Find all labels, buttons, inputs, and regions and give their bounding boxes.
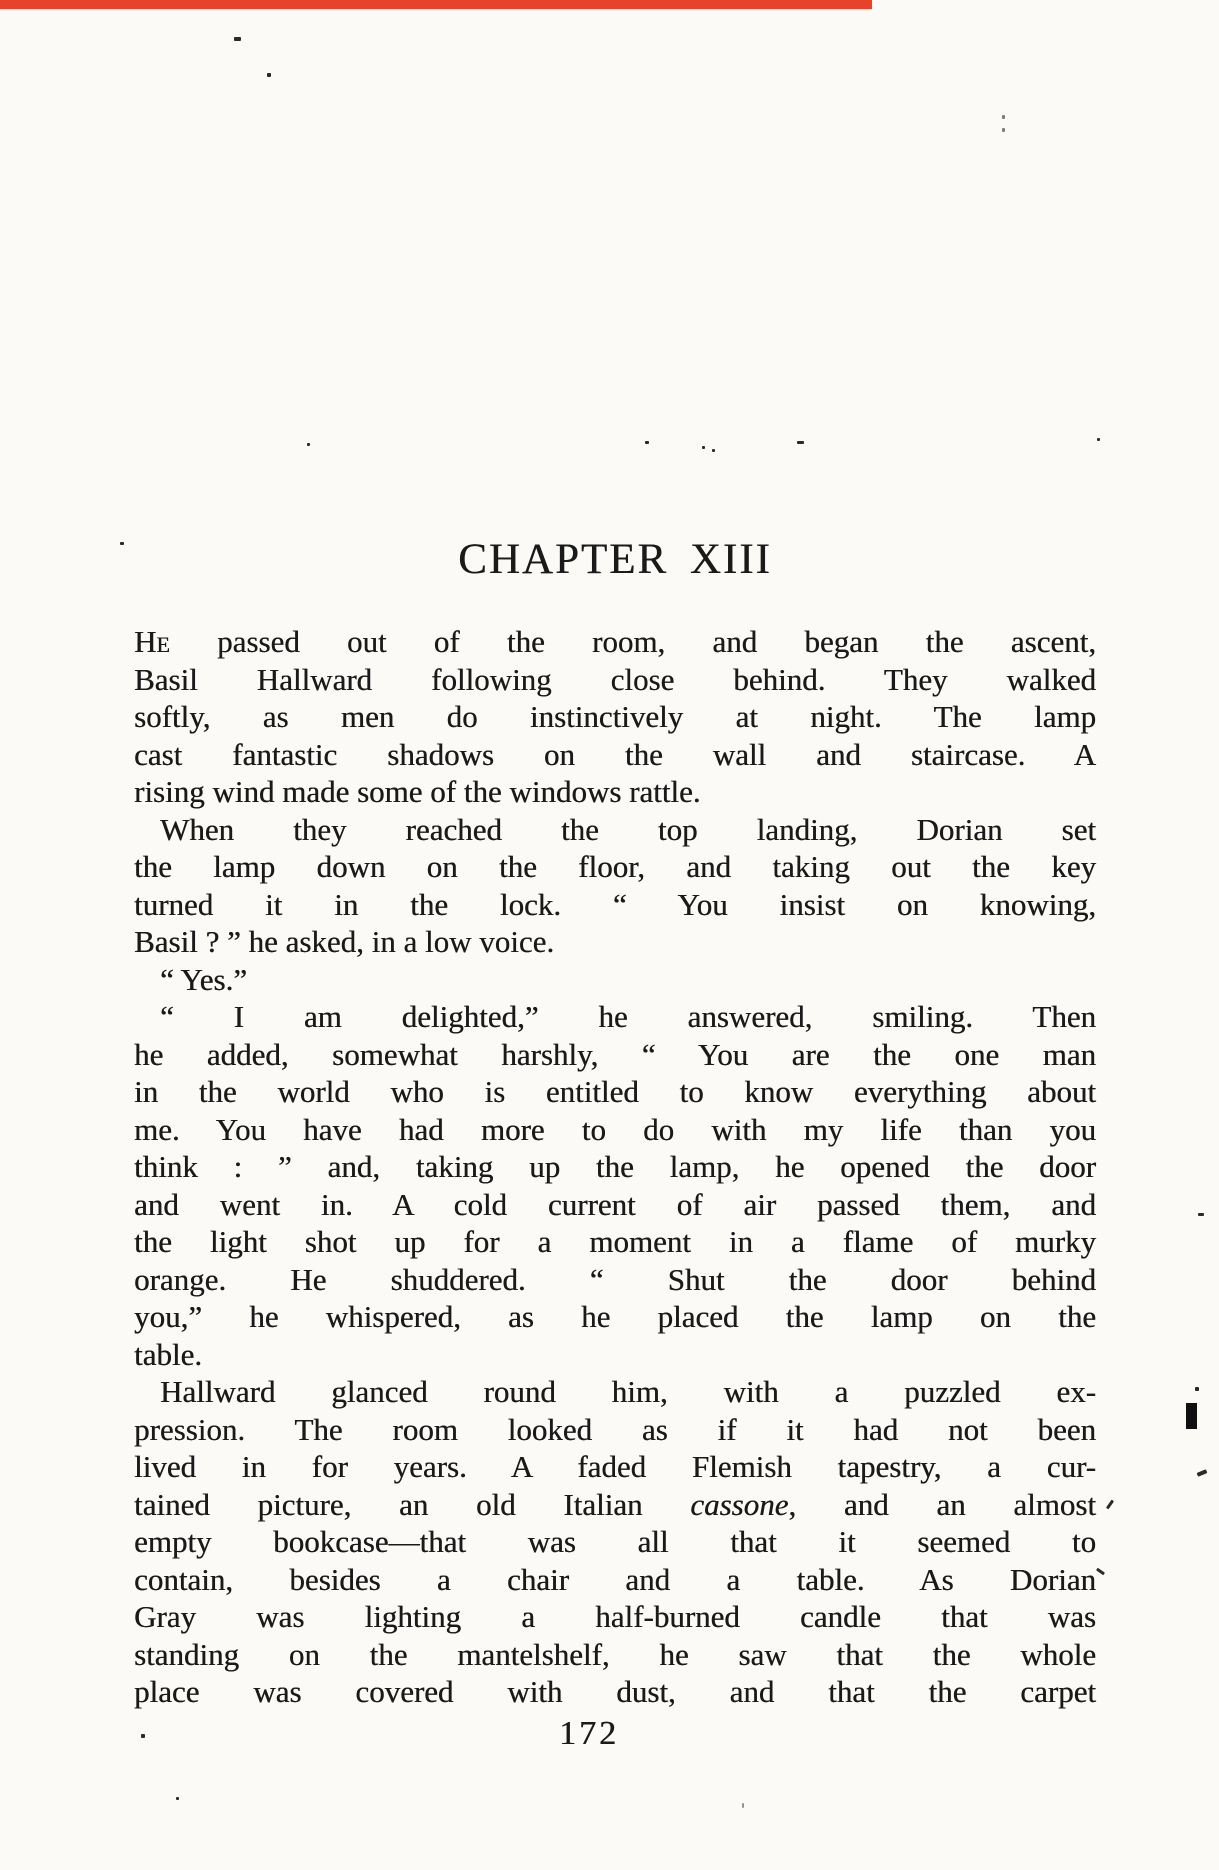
chapter-heading: CHAPTER XIII: [458, 536, 772, 583]
text-line: [134, 961, 1096, 999]
line-text: the lamp down on the floor, and taking out the key: [134, 849, 1096, 884]
line-text: in the world who is entitled to know everything about: [134, 1074, 1096, 1109]
line-text: think : ” and, taking up the lamp, he opened the door: [134, 1149, 1096, 1184]
text-line: [134, 1298, 1096, 1336]
text-line: [134, 698, 1096, 736]
line-text: passed out of the room, and began the ascent,: [169, 624, 1096, 659]
line-text: rising wind made some of the windows rattle.: [134, 774, 701, 809]
text-line: [134, 1261, 1096, 1299]
scan-speck: [120, 542, 124, 545]
text-line: [134, 886, 1096, 924]
line-text: Gray was lighting a half-burned candle that was: [134, 1599, 1096, 1634]
text-line: [134, 1111, 1096, 1149]
text-line: [134, 998, 1096, 1036]
line-text: Hallward glanced round him, with a puzzled ex-: [160, 1374, 1096, 1409]
text-line: [134, 661, 1096, 699]
text-line: [134, 1223, 1096, 1261]
text-line: [134, 1673, 1096, 1711]
line-text: standing on the mantelshelf, he saw that the whole: [134, 1636, 1096, 1672]
text-line: [134, 1636, 1096, 1674]
text-line: [134, 1411, 1096, 1449]
line-text: Basil ? ” he asked, in a low voice.: [134, 924, 555, 959]
scan-speck: [141, 1734, 145, 1738]
italic-term: cassone: [690, 1486, 789, 1522]
scan-edge-stripe: [0, 0, 872, 9]
text-line: [134, 1523, 1096, 1561]
line-text: lived in for years. A faded Flemish tapestry, a cur-: [134, 1449, 1096, 1484]
text-line: [134, 1486, 1096, 1524]
line-text: table.: [134, 1336, 202, 1372]
scan-speck: [742, 1803, 744, 1808]
text-line: [134, 773, 1096, 811]
text-line: [134, 623, 1096, 661]
scan-speck: [645, 441, 649, 444]
text-line: [134, 1186, 1096, 1224]
line-text: contain, besides a chair and a table. As Dorian: [134, 1561, 1096, 1597]
scan-speck: [1097, 438, 1100, 441]
scan-speck: [267, 73, 271, 77]
line-text: pression. The room looked as if it had not been: [134, 1411, 1096, 1447]
chapter-lead-word: He: [134, 624, 170, 659]
scan-speck: [1096, 1568, 1105, 1576]
text-line: [134, 1373, 1096, 1411]
text-block: [134, 623, 1096, 1711]
scan-speck: [702, 446, 705, 449]
line-text: me. You have had more to do with my life than you: [134, 1111, 1096, 1147]
text-line: [134, 1148, 1096, 1186]
text-line: [134, 1561, 1096, 1599]
text-line: [134, 1336, 1096, 1374]
ink-edge-mark: [1186, 1403, 1197, 1429]
text-line: [134, 923, 1096, 961]
line-text: cast fantastic shadows on the wall and staircase. A: [134, 736, 1096, 772]
text-line: [134, 1036, 1096, 1074]
page-number: 172: [559, 1715, 619, 1752]
scan-speck: [1106, 1500, 1114, 1510]
scan-speck: [176, 1797, 179, 1800]
text-line: [134, 736, 1096, 774]
text-line: [134, 811, 1096, 849]
text-line: [134, 1448, 1096, 1486]
line-text: softly, as men do instinctively at night. The lamp: [134, 699, 1096, 734]
scan-speck: [1002, 128, 1005, 132]
line-text: he added, somewhat harshly, “ You are the one man: [134, 1036, 1096, 1072]
line-text: orange. He shuddered. “ Shut the door behind: [134, 1261, 1096, 1297]
text-line: [134, 1073, 1096, 1111]
line-text: and went in. A cold current of air passed them, and: [134, 1186, 1096, 1222]
scan-speck: [1195, 1387, 1199, 1391]
text-line: [134, 1598, 1096, 1636]
line-text: “ Yes.”: [160, 961, 247, 997]
line-text: the light shot up for a moment in a flame of murky: [134, 1224, 1096, 1259]
scan-speck: [797, 441, 804, 444]
line-text: , and an almost: [788, 1486, 1096, 1522]
text-line: [134, 848, 1096, 886]
line-text: When they reached the top landing, Dorian set: [160, 811, 1096, 847]
line-text: Basil Hallward following close behind. They walked: [134, 661, 1096, 697]
scan-speck: [234, 37, 241, 41]
scan-speck: [712, 449, 715, 452]
line-text: you,” he whispered, as he placed the lamp on the: [134, 1299, 1096, 1334]
scan-speck: [1197, 1469, 1208, 1476]
line-text: “ I am delighted,” he answered, smiling. Then: [160, 999, 1096, 1034]
line-text: place was covered with dust, and that the carpet: [134, 1674, 1096, 1709]
line-text: turned it in the lock. “ You insist on knowing,: [134, 886, 1096, 922]
scan-speck: [1198, 1213, 1204, 1216]
scan-speck: [307, 443, 310, 446]
scan-speck: [1002, 115, 1005, 119]
line-text: empty bookcase—that was all that it seemed to: [134, 1524, 1096, 1559]
line-text: tained picture, an old Italian: [134, 1486, 691, 1522]
